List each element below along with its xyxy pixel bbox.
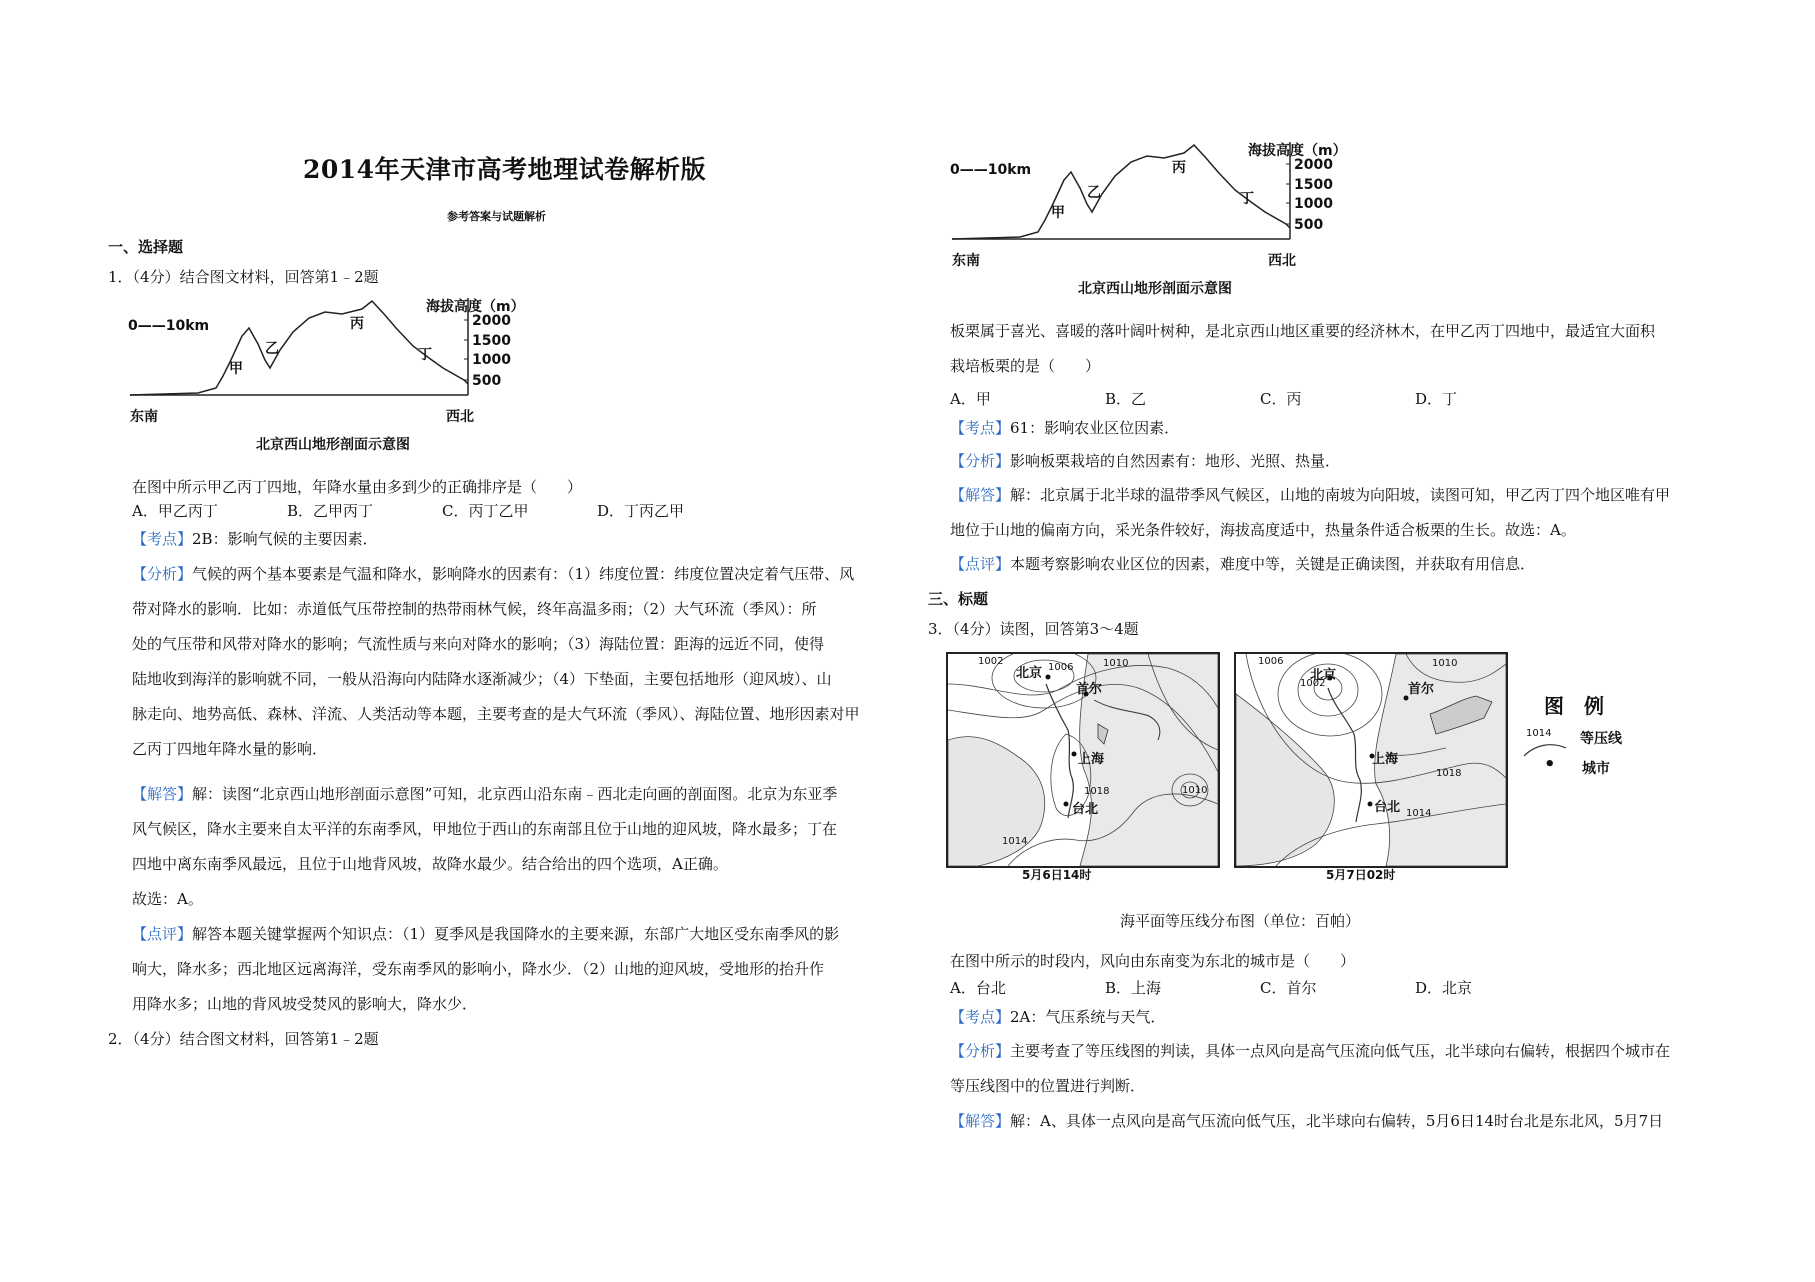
legend-city-dot-icon: • <box>1544 754 1556 775</box>
q1-fenxi-line: 脉走向、地势高低、森林、洋流、人类活动等本题，主要考查的是大气环流（季风）、海陆位置、地形因素对甲 <box>132 705 860 723</box>
page-subtitle: 参考答案与试题解析 <box>447 210 546 223</box>
q3-option-c: C．首尔 <box>1260 979 1317 997</box>
q1-option-a: A．甲乙丙丁 <box>132 502 218 520</box>
profile-dir-southeast: 东南 <box>130 409 158 425</box>
section-heading-choice: 一、选择题 <box>108 238 184 256</box>
isobar-map-may6 <box>946 652 1220 868</box>
isobar-map-may7 <box>1234 652 1508 868</box>
q2-dianping-text: 本题考察影响农业区位的因素，难度中等，关键是正确读图，并获取有用信息． <box>1010 555 1536 573</box>
q2-fenxi-tag: 【分析】 <box>950 452 1011 470</box>
q1-dianping <box>132 917 912 1022</box>
city-shanghai: 上海 <box>1372 752 1399 767</box>
q2-kaodian-tag: 【考点】 <box>950 419 1011 437</box>
profile-scale: 0——10km <box>128 318 210 334</box>
profile-figure-1 <box>128 296 598 456</box>
isobar-label: 1006 <box>1048 662 1074 673</box>
q3-fenxi-line: 主要考查了等压线图的判读，具体一点风向是高气压流向低气压，北半球向右偏转，根据四个城市在 <box>1010 1042 1671 1060</box>
section-heading-3: 三、标题 <box>928 590 989 608</box>
q3-kaodian <box>950 1000 1165 1035</box>
profile-point-yi: 乙 <box>265 341 279 357</box>
legend-isobar-label: 等压线 <box>1580 731 1622 747</box>
q2-option-c: C．丙 <box>1260 390 1302 408</box>
profile-dir-northwest: 西北 <box>1268 253 1296 269</box>
q3-kaodian-tag: 【考点】 <box>950 1008 1011 1026</box>
profile-tick-1000: 1000 <box>1294 196 1333 212</box>
q3-fenxi-line: 等压线图中的位置进行判断． <box>950 1077 1146 1095</box>
q1-option-d: D．丁丙乙甲 <box>597 502 685 520</box>
legend-title: 图 例 <box>1544 694 1604 718</box>
q1-dianping-tag: 【点评】 <box>132 925 193 943</box>
city-beijing: 北京 <box>1016 666 1043 681</box>
map-legend <box>1522 690 1672 800</box>
isobar-label: 1002 <box>1300 678 1326 689</box>
profile-caption: 北京西山地形剖面示意图 <box>256 437 410 453</box>
q1-jieda-tag: 【解答】 <box>132 785 193 803</box>
q3-kaodian-text: 2A：气压系统与天气． <box>1010 1008 1166 1026</box>
profile-dir-southeast: 东南 <box>952 253 980 269</box>
q1-jieda-line: 四地中离东南季风最远，且位于山地背风坡，故降水最少。结合给出的四个选项，A正确。 <box>132 855 728 873</box>
q3-jieda-tag: 【解答】 <box>950 1112 1011 1130</box>
map2-caption: 5月7日02时 <box>1326 868 1396 882</box>
q3-jieda <box>950 1104 1663 1139</box>
city-beijing: 北京 <box>1310 668 1337 683</box>
q1-fenxi-line: 气候的两个基本要素是气温和降水，影响降水的因素有：（1）纬度位置：纬度位置决定着气压带、风 <box>192 565 855 583</box>
q2-option-b: B．乙 <box>1105 390 1147 408</box>
q1-fenxi-line: 乙丙丁四地年降水量的影响． <box>132 740 328 758</box>
city-shanghai: 上海 <box>1078 752 1105 767</box>
profile-tick-2000: 2000 <box>472 313 511 329</box>
profile-caption: 北京西山地形剖面示意图 <box>1078 281 1232 297</box>
q2-jieda-line: 地位于山地的偏南方向，采光条件较好，海拔高度适中，热量条件适合板栗的生长。故选：A。 <box>950 521 1576 539</box>
profile-tick-1500: 1500 <box>1294 177 1333 193</box>
city-seoul: 首尔 <box>1408 682 1435 697</box>
profile-axis-title: 海拔高度（m） <box>426 299 525 315</box>
profile-point-bing: 丙 <box>1172 160 1186 176</box>
isobar-label: 1010 <box>1103 658 1129 669</box>
city-taipei: 台北 <box>1374 800 1401 815</box>
isobar-label: 1018 <box>1084 786 1110 797</box>
q3-option-b: B．上海 <box>1105 979 1162 997</box>
q1-jieda-line: 解：读图“北京西山地形剖面示意图”可知，北京西山沿东南﹣西北走向画的剖面图。北京为东亚季 <box>192 785 838 803</box>
city-taipei: 台北 <box>1072 802 1099 817</box>
q1-kaodian-text: 2B：影响气候的主要因素． <box>192 530 378 548</box>
q1-kaodian-tag: 【考点】 <box>132 530 193 548</box>
profile-tick-1000: 1000 <box>472 352 511 368</box>
q2-kaodian <box>950 411 1179 446</box>
q1-option-c: C．丙丁乙甲 <box>442 502 529 520</box>
q3-question: 在图中所示的时段内，风向由东南变为东北的城市是（ ） <box>950 952 1356 970</box>
q1-jieda <box>132 777 912 917</box>
profile-point-jia: 甲 <box>229 361 243 377</box>
isobar-label: 1010 <box>1432 658 1458 669</box>
q1-question: 在图中所示甲乙丙丁四地，年降水量由多到少的正确排序是（ ） <box>132 478 583 496</box>
q2-jieda-line: 解：北京属于北半球的温带季风气候区，山地的南坡为向阳坡，读图可知，甲乙丙丁四个地区唯有甲 <box>1010 486 1671 504</box>
profile-point-ding: 丁 <box>418 347 432 363</box>
q1-fenxi-line: 陆地收到海洋的影响就不同，一般从沿海向内陆降水逐渐减少；（4）下垫面，主要包括地形（迎风坡）、山 <box>132 670 832 688</box>
q1-jieda-line: 风气候区，降水主要来自太平洋的东南季风，甲地位于西山的东南部且位于山地的迎风坡，降水最多；丁在 <box>132 820 838 838</box>
isobar-label: 1006 <box>1258 656 1284 667</box>
q1-dianping-line: 用降水多；山地的背风坡受焚风的影响大，降水少． <box>132 995 478 1013</box>
city-seoul: 首尔 <box>1076 682 1103 697</box>
q2-options <box>950 388 1610 409</box>
q3-options <box>950 977 1610 998</box>
isobar-label: 1014 <box>1406 808 1432 819</box>
q2-jieda-tag: 【解答】 <box>950 486 1011 504</box>
profile-dir-northwest: 西北 <box>446 409 474 425</box>
isobar-map-graphic <box>1236 654 1506 866</box>
q1-fenxi-line: 处的气压带和风带对降水的影响；气流性质与来向对降水的影响；（3）海陆位置：距海的远近不同，使得 <box>132 635 825 653</box>
q1-dianping-line: 响大，降水多；西北地区远离海洋，受东南季风的影响小，降水少．（2）山地的迎风坡，受地形的抬升作 <box>132 960 825 978</box>
q2-question <box>950 314 1725 384</box>
profile-figure-2 <box>950 140 1420 300</box>
q2-jieda <box>950 478 1725 548</box>
q3-option-d: D．北京 <box>1415 979 1473 997</box>
profile-axis-title: 海拔高度（m） <box>1248 143 1347 159</box>
map1-caption: 5月6日14时 <box>1022 868 1092 882</box>
q1-fenxi <box>132 557 912 767</box>
profile-point-bing: 丙 <box>350 316 364 332</box>
isobar-figure-caption: 海平面等压线分布图（单位：百帕） <box>1120 912 1361 930</box>
q1-stem: 1．（4分）结合图文材料，回答第1﹣2题 <box>108 268 379 286</box>
profile-point-ding: 丁 <box>1240 191 1254 207</box>
profile-tick-500: 500 <box>1294 217 1324 233</box>
q2-question-line: 板栗属于喜光、喜暖的落叶阔叶树种，是北京西山地区重要的经济林木，在甲乙丙丁四地中，最适宜大面积 <box>950 322 1656 340</box>
q3-stem: 3．（4分）读图，回答第3～4题 <box>928 620 1139 638</box>
profile-point-jia: 甲 <box>1051 205 1065 221</box>
profile-point-yi: 乙 <box>1087 185 1101 201</box>
q3-option-a: A．台北 <box>950 979 1006 997</box>
isobar-label: 1018 <box>1436 768 1462 779</box>
q1-fenxi-tag: 【分析】 <box>132 565 193 583</box>
q2-stem: 2．（4分）结合图文材料，回答第1﹣2题 <box>108 1030 379 1048</box>
profile-tick-500: 500 <box>472 373 502 389</box>
page-title: 2014年天津市高考地理试卷解析版 <box>303 155 707 184</box>
q2-dianping <box>950 547 1535 582</box>
q1-jieda-line: 故选：A。 <box>132 890 203 908</box>
q2-fenxi-text: 影响板栗栽培的自然因素有：地形、光照、热量． <box>1010 452 1341 470</box>
q2-kaodian-text: 61：影响农业区位因素． <box>1010 419 1180 437</box>
q2-option-a: A．甲 <box>950 390 991 408</box>
isobar-label: 1010 <box>1182 785 1208 796</box>
q3-fenxi <box>950 1034 1725 1104</box>
q1-dianping-line: 解答本题关键掌握两个知识点：（1）夏季风是我国降水的主要来源，东部广大地区受东南季风的影 <box>192 925 840 943</box>
q2-fenxi <box>950 444 1340 479</box>
q3-fenxi-tag: 【分析】 <box>950 1042 1011 1060</box>
q1-kaodian <box>132 522 378 557</box>
q2-question-line: 栽培板栗的是（ ） <box>950 357 1101 375</box>
q3-jieda-text: 解：A、具体一点风向是高气压流向低气压，北半球向右偏转，5月6日14时台北是东北风，5月7日 <box>1010 1112 1664 1130</box>
legend-city-label: 城市 <box>1582 761 1610 777</box>
legend-isobar-value: 1014 <box>1526 728 1552 739</box>
profile-tick-2000: 2000 <box>1294 157 1333 173</box>
isobar-label: 1014 <box>1002 836 1028 847</box>
profile-tick-1500: 1500 <box>472 333 511 349</box>
isobar-label: 1002 <box>978 656 1004 667</box>
q1-options <box>132 500 792 521</box>
profile-scale: 0——10km <box>950 162 1032 178</box>
q1-option-b: B．乙甲丙丁 <box>287 502 374 520</box>
q1-fenxi-line: 带对降水的影响．比如：赤道低气压带控制的热带雨林气候，终年高温多雨；（2）大气环流（季风）：所 <box>132 600 817 618</box>
q2-option-d: D．丁 <box>1415 390 1458 408</box>
q2-dianping-tag: 【点评】 <box>950 555 1011 573</box>
